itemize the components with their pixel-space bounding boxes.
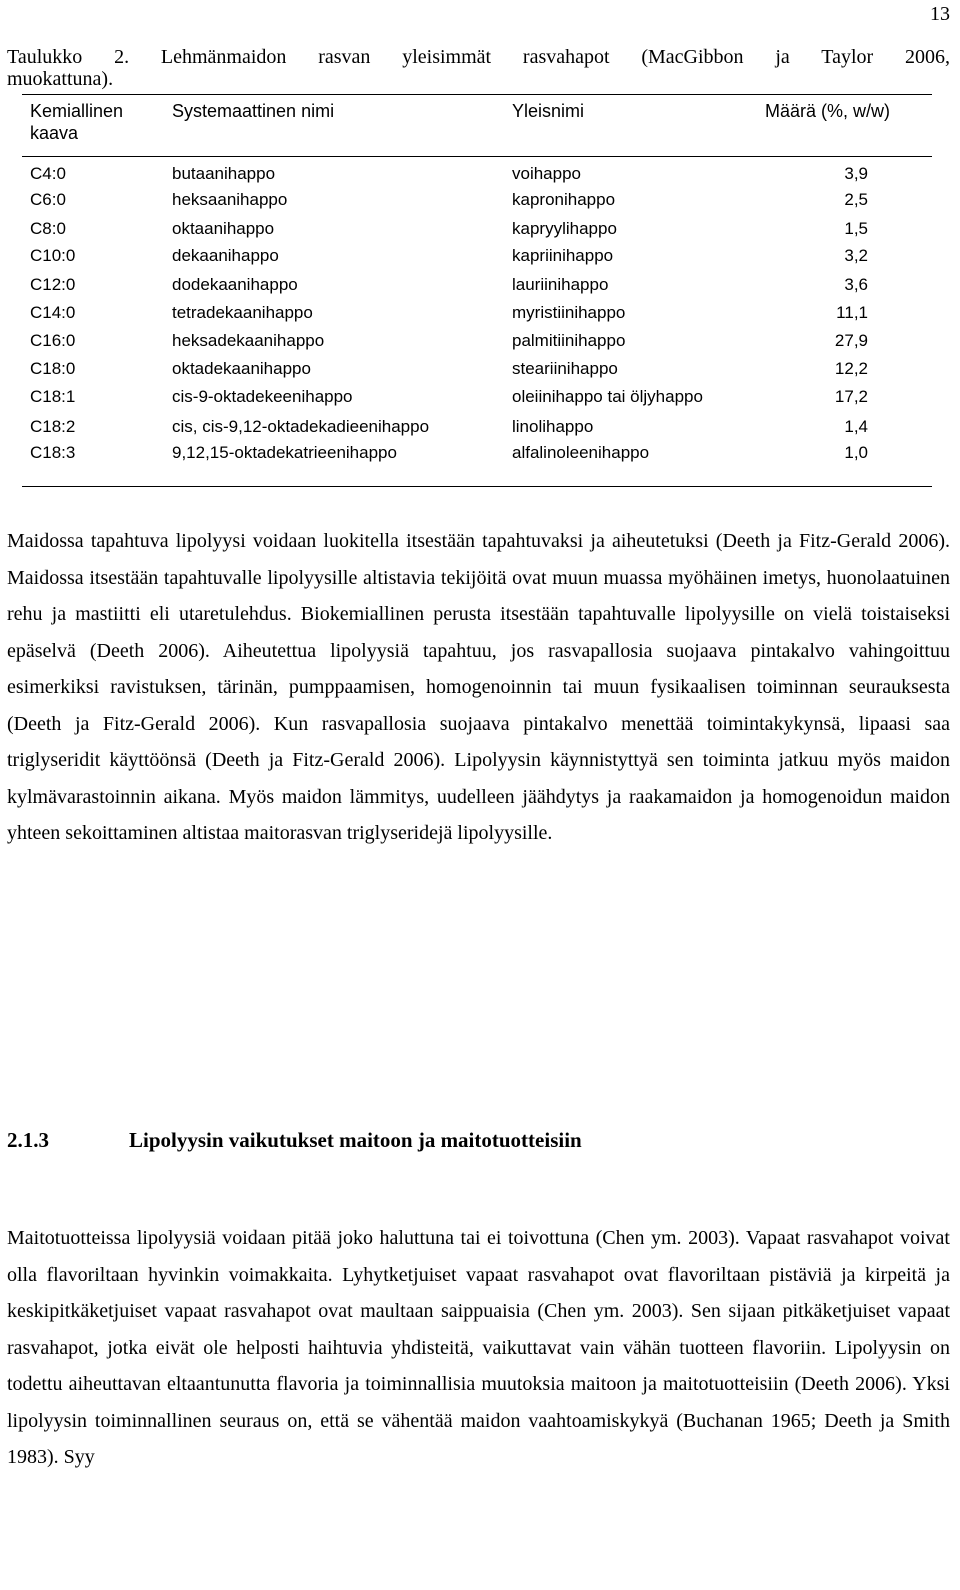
cell-systematic: 9,12,15-oktadekatrieenihappo (172, 443, 397, 462)
cell-common: kapronihappo (512, 190, 616, 209)
cell-common: linolihappo (512, 417, 594, 436)
section-heading (7, 1127, 582, 1153)
body-paragraph: Maidossa tapahtuva lipolyysi voidaan luokitella itsestään tapahtuvaksi ja aiheutetuksi (Deeth ja Fitz-Gerald 2006). Maidossa itsestään tapahtuvalle lipolyysille altistavia tekijöitä ovat muun muassa myöhäinen imetys, huonolaatuinen rehu ja mastiitti eli utaretulehdus. Biokemiallinen perusta itsestään tapahtuvalle lipolyysille on vielä toistaiseksi epäselvä (Deeth 2006). Aiheutettua lipolyysiä tapahtuu, jos rasvapallosia suojaava pintakalvo vahingoittuu esimerkiksi ravistuksen, tärinän, pumppaamisen, homogenoinnin tai muun fysikaalisen toiminnan seurauksesta (Deeth ja Fitz-Gerald 2006). Kun rasvapallosia suojaava pintakalvo menettää toimintakykynsä, lipaasi saa triglyseridit käyttöönsä (Deeth ja Fitz-Gerald 2006). Lipolyysin käynnistyttyä sen toiminta jatkuu myös maidon kylmävarastoinnin aikana. Myös maidon lämmitys, uudelleen jäähdytys ja raakamaidon ja homogenoidun maidon yhteen sekoittaminen altistaa maitorasvan triglyseridejä lipolyysille. (7, 530, 950, 844)
section-number: 2.1.3 (7, 1128, 49, 1152)
table-row (0, 442, 960, 464)
table-row (0, 274, 960, 296)
header-systematic-name: Systemaattinen nimi (172, 101, 335, 121)
table-row (0, 163, 960, 185)
cell-amount: 1,4 (844, 417, 868, 436)
cell-amount: 3,9 (844, 164, 868, 183)
table-caption: Taulukko 2. Lehmänmaidon rasvan yleisimmät rasvahapot (MacGibbon ja Taylor 2006, (7, 46, 950, 68)
cell-systematic: cis-9-oktadekeenihappo (172, 387, 353, 406)
cell-common: palmitiinihappo (512, 331, 626, 350)
cell-systematic: cis, cis-9,12-oktadekadieenihappo (172, 417, 430, 436)
cell-systematic: heksaanihappo (172, 190, 288, 209)
cell-systematic: oktadekaanihappo (172, 359, 311, 378)
cell-amount: 12,2 (834, 359, 868, 378)
cell-amount: 3,2 (844, 246, 868, 265)
page-number: 13 (930, 3, 950, 25)
cell-formula: C12:0 (30, 275, 76, 294)
table-row (0, 218, 960, 240)
cell-formula: C18:0 (30, 359, 76, 378)
cell-formula: C8:0 (30, 219, 66, 238)
cell-common: myristiinihappo (512, 303, 626, 322)
cell-formula: C16:0 (30, 331, 76, 350)
table-row (0, 189, 960, 211)
cell-amount: 3,6 (844, 275, 868, 294)
cell-common: voihappo (512, 164, 582, 183)
cell-systematic: oktaanihappo (172, 219, 275, 238)
cell-formula: C14:0 (30, 303, 76, 322)
cell-amount: 27,9 (834, 331, 868, 350)
table-row (0, 245, 960, 267)
cell-common: kapriinihappo (512, 246, 614, 265)
cell-common: lauriinihappo (512, 275, 609, 294)
cell-systematic: heksadekaanihappo (172, 331, 325, 350)
cell-formula: C4:0 (30, 164, 66, 183)
body-paragraph: Maitotuotteissa lipolyysiä voidaan pitää joko haluttuna tai ei toivottuna (Chen ym. 2003). Vapaat rasvahapot voivat olla flavoriltaan hyvinkin voimakkaita. Lyhytketjuiset vapaat rasvahapot ovat flavoriltaan pistäviä ja kirpeitä ja keskipitkäketjuiset vapaat rasvahapot ovat maultaan saippuaisia (Chen ym. 2003). Sen sijaan pitkäketjuiset vapaat rasvahapot, jotka eivät ole helposti haihtuvia yhdisteitä, vaikuttavat vain vähän tuotteen flavoriin. Lipolyysin on todettu aiheuttavan eltaantunutta flavoria ja toiminnallisia muutoksia maitoon ja maitotuotteisiin (Deeth 2006). Yksi lipolyysin toiminnallinen seuraus on, että se vähentää maidon vaahtoamiskykyä (Buchanan 1965; Deeth ja Smith 1983). Syy (7, 1227, 950, 1468)
cell-amount: 11,1 (836, 303, 868, 322)
table-header-rule (22, 156, 932, 157)
cell-common: kapryylihappo (512, 219, 617, 238)
cell-systematic: tetradekaanihappo (172, 303, 313, 322)
section-title: Lipolyysin vaikutukset maitoon ja maitotuotteisiin (129, 1128, 582, 1152)
table-row (0, 386, 960, 408)
cell-formula: C10:0 (30, 246, 76, 265)
cell-systematic: dodekaanihappo (172, 275, 298, 294)
cell-common: alfalinoleenihappo (512, 443, 650, 462)
table-top-rule (22, 94, 932, 95)
cell-amount: 1,0 (844, 443, 868, 462)
header-amount: Määrä (%, w/w) (764, 101, 890, 121)
cell-formula: C6:0 (30, 190, 66, 209)
header-common-name: Yleisnimi (512, 101, 585, 121)
table-row (0, 330, 960, 352)
table-row (0, 302, 960, 324)
table-caption-continued: muokattuna). (7, 68, 114, 90)
cell-systematic: dekaanihappo (172, 246, 279, 265)
table-row (0, 416, 960, 438)
cell-formula: C18:1 (30, 387, 76, 406)
cell-formula: C18:3 (30, 443, 76, 462)
cell-common: steariinihappo (512, 359, 618, 378)
table-bottom-rule (22, 486, 932, 487)
table-row (0, 358, 960, 380)
cell-amount: 1,5 (844, 219, 868, 238)
header-formula: Kemiallinen kaava (30, 101, 124, 143)
cell-amount: 17,2 (834, 387, 868, 406)
cell-common: oleiinihappo tai öljyhappo (512, 387, 703, 406)
cell-formula: C18:2 (30, 417, 76, 436)
cell-amount: 2,5 (844, 190, 868, 209)
cell-systematic: butaanihappo (172, 164, 276, 183)
